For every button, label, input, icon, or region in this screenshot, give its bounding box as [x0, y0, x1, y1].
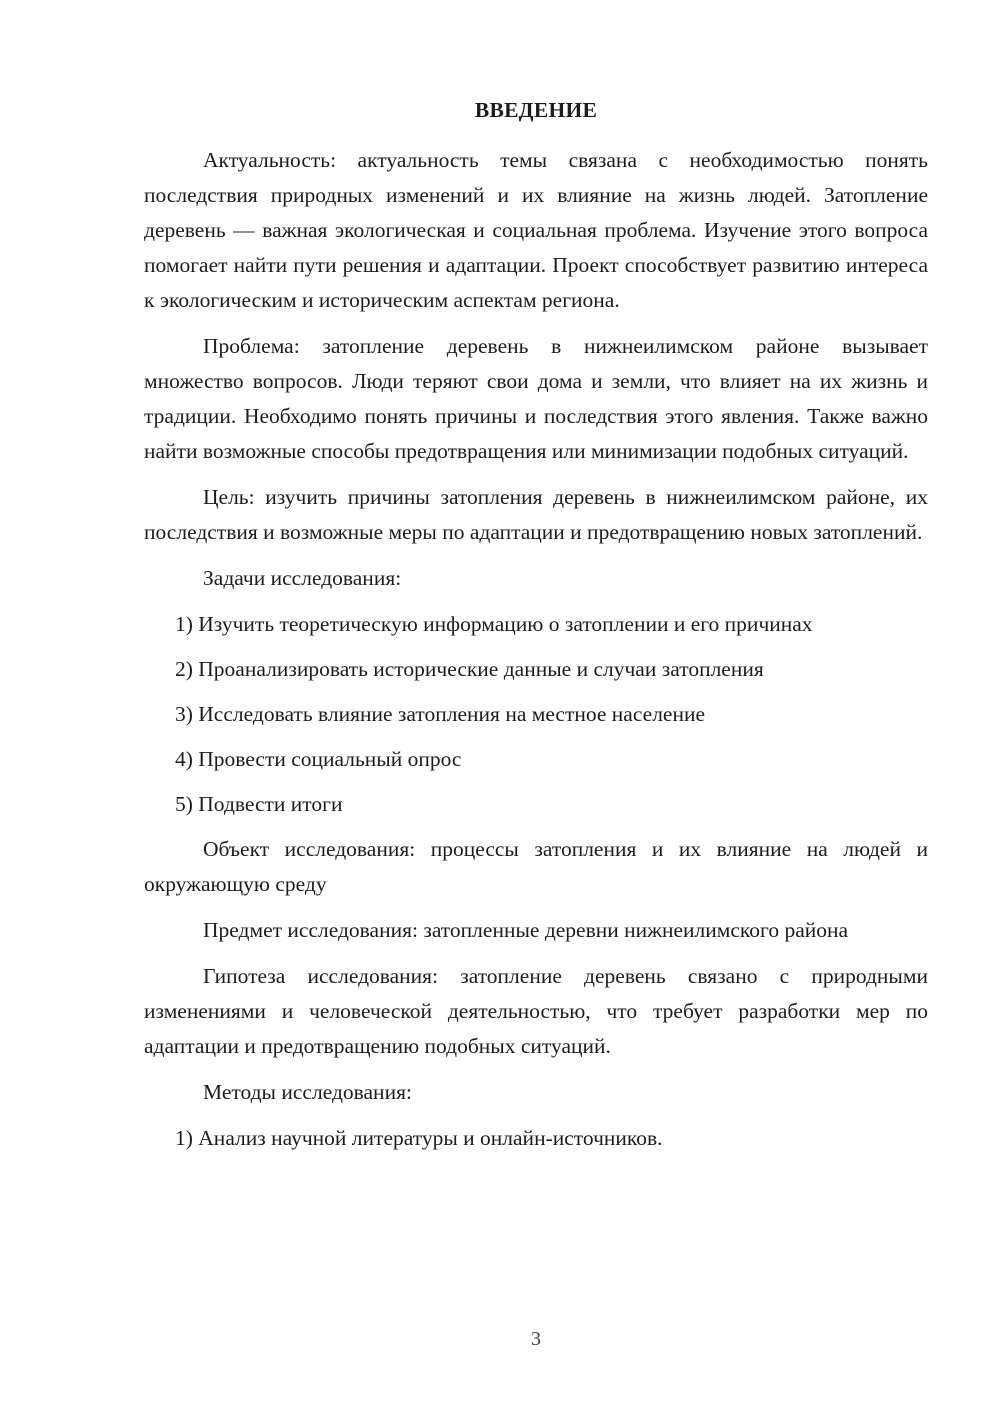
list-item: 1) Анализ научной литературы и онлайн-источников.: [175, 1126, 663, 1150]
relevance-paragraph: Актуальность: актуальность темы связана с необходимостью понять последствия природных изменений и их влияние на жизнь людей. Затопление деревень — важная экологическая и социальная проблема. Изучение этого вопроса помогает найти пути решения и адаптации. Проект способствует развитию интереса к экологическим и историческим аспектам региона.: [144, 148, 928, 312]
methods-list: [144, 1121, 928, 1156]
goal-paragraph: Цель: изучить причины затопления деревень в нижнеилимском районе, их последствия и возможные меры по адаптации и предотвращению новых затоплений.: [144, 485, 928, 544]
document-page: [144, 94, 928, 1166]
problem-paragraph: Проблема: затопление деревень в нижнеилимском районе вызывает множество вопросов. Люди теряют свои дома и земли, что влияет на их жизнь и традиции. Необходимо понять причины и последствия этого явления. Также важно найти возможные способы предотвращения или минимизации подобных ситуаций.: [144, 334, 928, 463]
page-title: ВВЕДЕНИЕ: [474, 98, 598, 122]
object-paragraph: Объект исследования: процессы затопления и их влияние на людей и окружающую среду: [144, 837, 928, 896]
page-number: 3: [531, 1328, 541, 1350]
hypothesis-paragraph: Гипотеза исследования: затопление деревень связано с природными изменениями и человеческой деятельностью, что требует разработки мер по адаптации и предотвращению подобных ситуаций.: [144, 964, 928, 1058]
tasks-list: [144, 607, 928, 822]
subject-paragraph: Предмет исследования: затопленные деревни нижнеилимского района: [203, 918, 849, 942]
list-item: 5) Подвести итоги: [175, 792, 343, 816]
tasks-heading: Задачи исследования:: [203, 566, 402, 590]
methods-heading: Методы исследования:: [203, 1080, 412, 1104]
list-item: 2) Проанализировать исторические данные и случаи затопления: [175, 657, 764, 681]
list-item: 3) Исследовать влияние затопления на местное население: [175, 702, 706, 726]
list-item: 4) Провести социальный опрос: [175, 747, 462, 771]
list-item: 1) Изучить теоретическую информацию о затоплении и его причинах: [175, 612, 813, 636]
